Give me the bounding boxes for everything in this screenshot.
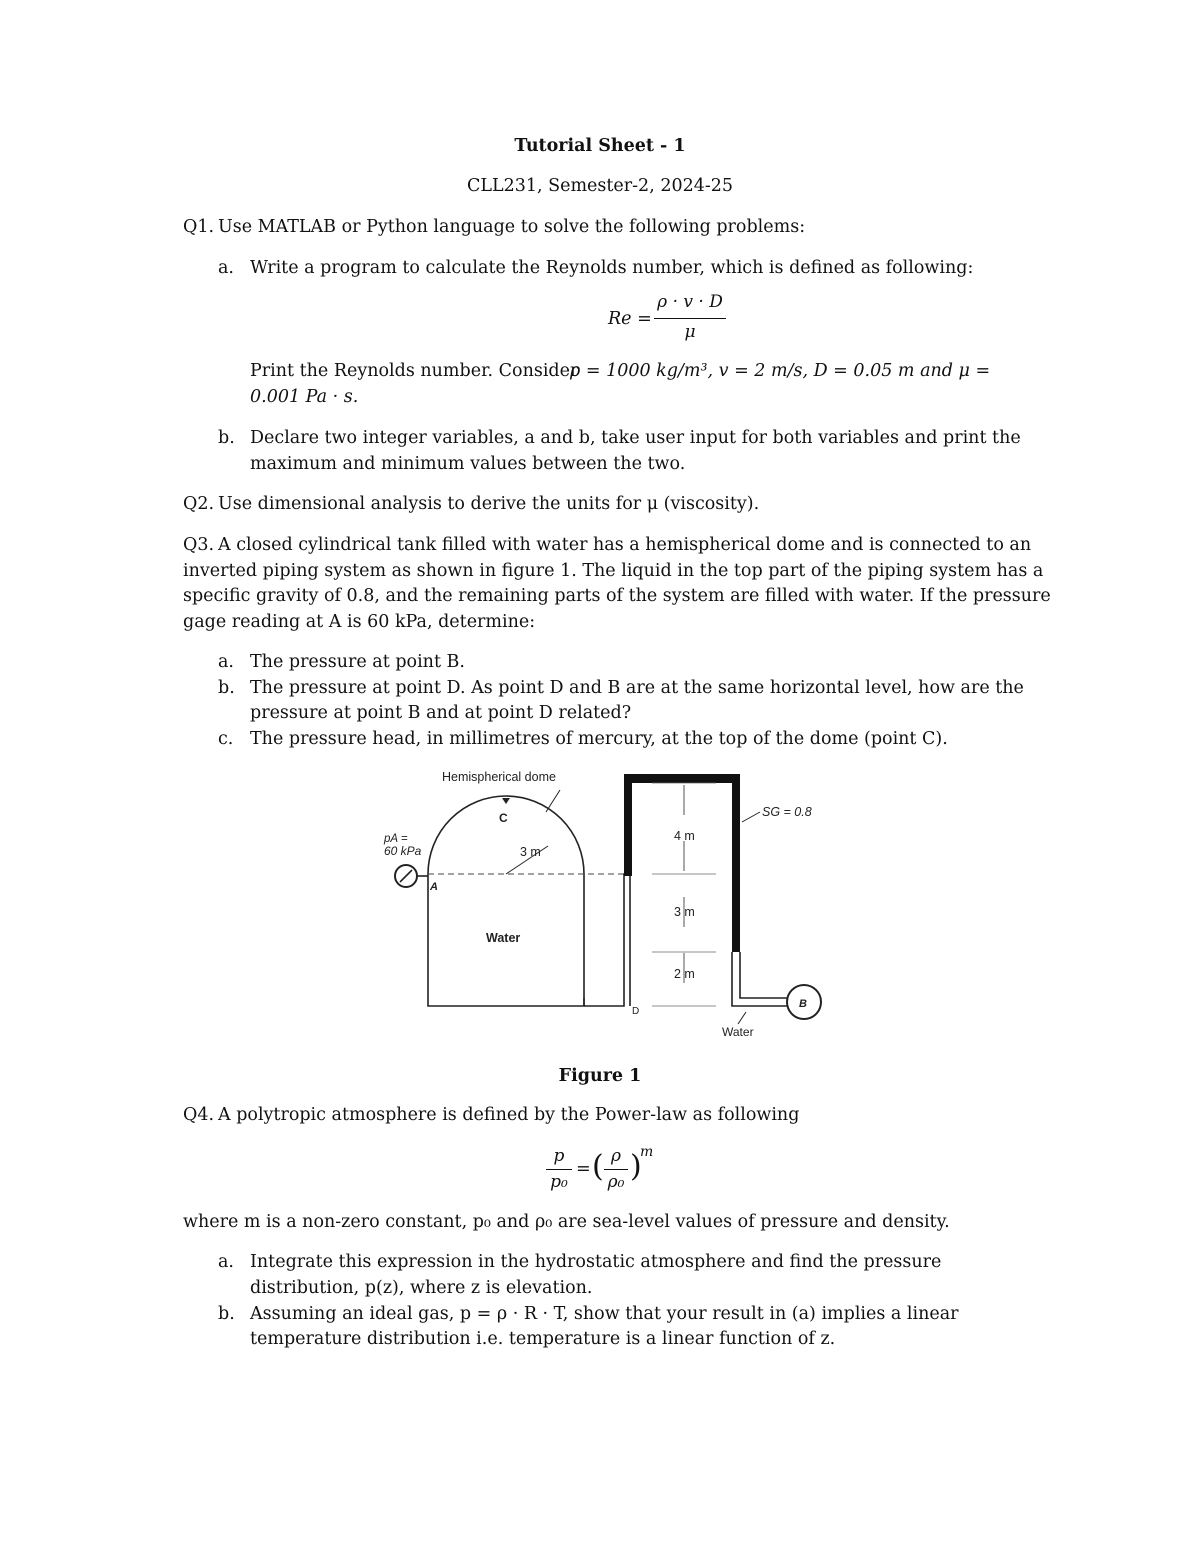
q4b-line2: temperature distribution i.e. temperature is a linear function of z.: [250, 1329, 836, 1349]
q4a-line2: distribution, p(z), where z is elevation.: [250, 1278, 593, 1298]
d-label: D: [632, 1006, 640, 1017]
radius-label: 3 m: [520, 845, 541, 859]
hemispherical-dome: [428, 796, 584, 874]
figure-1-diagram: [372, 762, 832, 1042]
q4b-label: b.: [218, 1304, 235, 1324]
q1a-label: a.: [218, 258, 234, 278]
a-label: A: [430, 881, 438, 893]
q1a-print-text: Print the Reynolds number. Consider: [250, 361, 579, 381]
pa-value: 60 kPa: [384, 844, 422, 858]
q4-where-text: where m is a non-zero constant, p₀ and ρ₀ are sea-level values of pressure and density.: [183, 1212, 950, 1232]
sg-fluid-right-leg: [732, 776, 740, 952]
reynolds-numerator: ρ · v · D: [657, 292, 723, 312]
q3b-line1: The pressure at point D. As point D and B are at the same horizontal level, how are the: [250, 678, 1024, 698]
height-2m: 2 m: [674, 967, 695, 981]
course-subtitle: CLL231, Semester-2, 2024-25: [466, 176, 734, 196]
eq-equals: =: [576, 1159, 591, 1179]
q4-number: Q4.: [183, 1105, 215, 1125]
eq-p0: p₀: [550, 1172, 568, 1192]
eq-paren-left: (: [592, 1149, 604, 1184]
pipe-to-d: [584, 874, 630, 1006]
q2-number: Q2.: [183, 494, 215, 514]
eq-paren-right: ): [630, 1149, 642, 1184]
pa-label: pA =: [384, 833, 408, 845]
q3-line2: inverted piping system as shown in figure 1. The liquid in the top part of the piping system has a: [183, 561, 1044, 581]
page-title: Tutorial Sheet - 1: [514, 136, 686, 156]
q3a-text: The pressure at point B.: [250, 652, 465, 672]
reynolds-denominator: μ: [684, 322, 696, 342]
water-label: Water: [486, 931, 521, 945]
q1a-text: Write a program to calculate the Reynolds number, which is defined as following:: [250, 258, 974, 278]
eq-rho0: ρ₀: [607, 1172, 625, 1192]
q3c-label: c.: [218, 729, 234, 749]
q3-line4: gage reading at A is 60 kPa, determine:: [183, 612, 536, 632]
c-label: C: [499, 811, 508, 825]
q1-text: Use MATLAB or Python language to solve the following problems:: [218, 217, 806, 237]
c-point-marker: [502, 798, 510, 804]
sg-leader: [742, 812, 760, 822]
reynolds-fraction-bar: [654, 318, 726, 319]
q1b-line2: maximum and minimum values between the two.: [250, 454, 686, 474]
height-3m: 3 m: [674, 905, 695, 919]
eq-rho: ρ: [611, 1146, 621, 1166]
eq-p: p: [553, 1146, 565, 1166]
q3-number: Q3.: [183, 535, 215, 555]
eq-p-bar: [546, 1169, 572, 1170]
height-4m: 4 m: [674, 829, 695, 843]
q3a-label: a.: [218, 652, 234, 672]
q1a-print-values-1: ρ = 1000 kg/m³, v = 2 m/s, D = 0.05 m and μ =: [570, 361, 991, 381]
q1b-label: b.: [218, 428, 235, 448]
sg-fluid-left-leg: [624, 776, 632, 876]
q2-text: Use dimensional analysis to derive the units for μ (viscosity).: [218, 494, 760, 514]
b-label: B: [799, 998, 807, 1010]
dome-leader: [546, 790, 560, 812]
q3c-text: The pressure head, in millimetres of mercury, at the top of the dome (point C).: [250, 729, 948, 749]
water-label-2: Water: [722, 1025, 754, 1039]
q3b-line2: pressure at point B and at point D related?: [250, 703, 632, 723]
sg-fluid-top: [624, 774, 740, 783]
eq-exponent: m: [640, 1144, 654, 1160]
reynolds-lhs: Re =: [608, 309, 652, 329]
eq-rho-bar: [604, 1169, 628, 1170]
q4b-line1: Assuming an ideal gas, p = ρ · R · T, show that your result in (a) implies a linear: [250, 1304, 959, 1324]
q3b-label: b.: [218, 678, 235, 698]
pipe-to-b: [732, 952, 790, 1006]
water-leader: [738, 1012, 746, 1024]
q3-line3: specific gravity of 0.8, and the remaining parts of the system are filled with water. If the pressure: [183, 586, 1051, 606]
q4-text: A polytropic atmosphere is defined by the Power-law as following: [218, 1105, 800, 1125]
sg-label: SG = 0.8: [762, 805, 812, 819]
q4a-label: a.: [218, 1252, 234, 1272]
q1-number: Q1.: [183, 217, 215, 237]
figure-caption: Figure 1: [558, 1066, 642, 1086]
dome-label: Hemispherical dome: [442, 770, 556, 784]
q4a-line1: Integrate this expression in the hydrostatic atmosphere and find the pressure: [250, 1252, 942, 1272]
q1a-print-values-2: 0.001 Pa · s.: [250, 387, 359, 407]
q1b-line1: Declare two integer variables, a and b, take user input for both variables and print the: [250, 428, 1021, 448]
q3-line1: A closed cylindrical tank filled with water has a hemispherical dome and is connected to an: [218, 535, 1032, 555]
